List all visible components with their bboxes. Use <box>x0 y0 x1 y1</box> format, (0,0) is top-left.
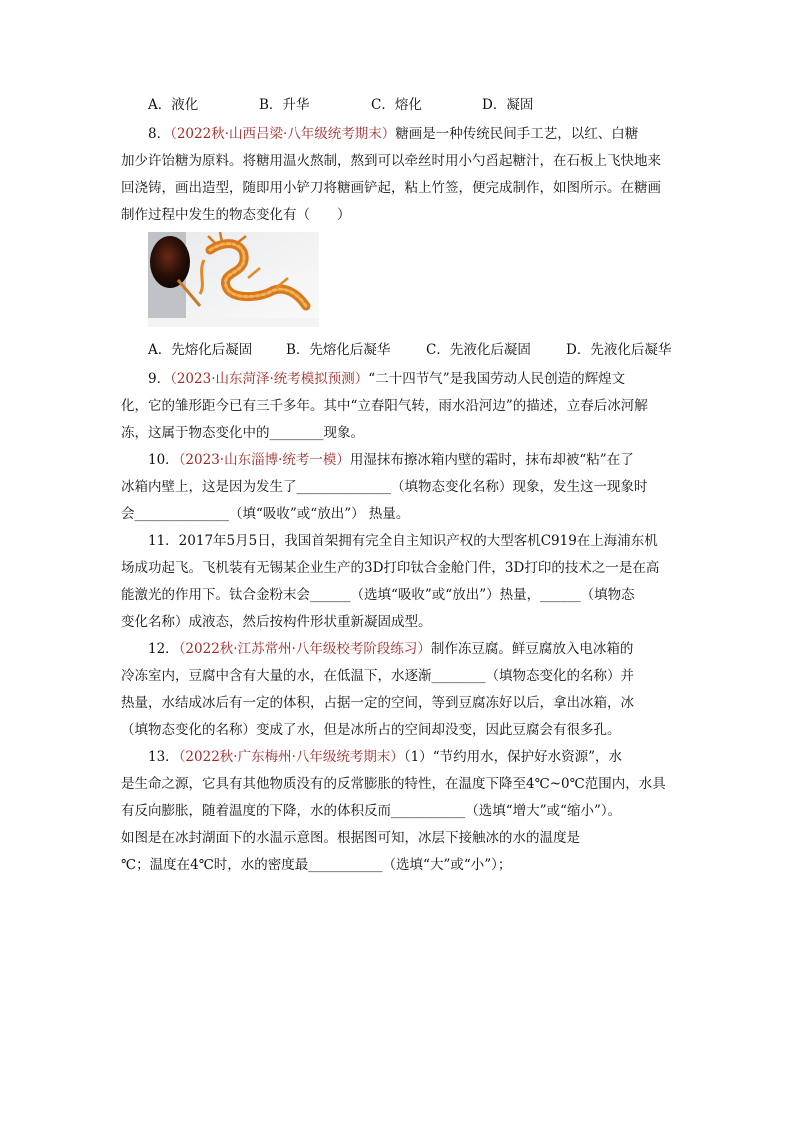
q9-number: 9． <box>148 371 171 387</box>
q7-option-b: B．升华 <box>259 97 310 113</box>
q10-number: 10． <box>148 452 179 468</box>
q12-line-1 <box>148 641 633 657</box>
q13-line-1 <box>148 749 622 765</box>
q9-text-1: “二十四节气”是我国劳动人民创造的辉煌文 <box>368 371 626 387</box>
sugar-painting-dragon-photo <box>148 232 319 327</box>
q13-line-5: ℃；温度在4℃时，水的密度最___________（选填“大”或“小”）； <box>121 857 512 873</box>
q12-line-4: （填物态变化的名称）变成了水，但是冰所占的空间却没变，因此豆腐会有很多孔。 <box>121 722 621 738</box>
q11-line-4: 变化名称）成液态，然后按构件形状重新凝固成型。 <box>121 614 432 630</box>
q9-line-2: 化，它的雏形距今已有三千多年。其中“立春阳气转，雨水沿河边”的描述，立春后冰河解 <box>121 398 648 414</box>
q13-source: （2022秋·广东梅州·八年级统考期末） <box>178 749 404 765</box>
q8-line-4: 制作过程中发生的物态变化有（ ） <box>121 207 351 223</box>
q7-option-d: D．凝固 <box>482 97 534 113</box>
q13-line-2: 是生命之源，它具有其他物质没有的反常膨胀的特性，在温度下降至4℃~0℃范围内，水具 <box>121 776 666 792</box>
q12-text-1: 制作冻豆腐。鲜豆腐放入电冰箱的 <box>430 641 634 657</box>
q12-line-3: 热量，水结成冰后有一定的体积，占据一定的空间，等到豆腐冻好以后，拿出冰箱，冰 <box>121 695 634 711</box>
q11-line-3: 能激光的作用下。钛合金粉末会______（选填“吸收”或“放出”）热量，______（填物态 <box>121 587 635 603</box>
q10-line-2: 冰箱内壁上，这是因为发生了______________（填物态变化名称）现象，发生这一现象时 <box>121 479 648 495</box>
q8-option-a: A．先熔化后凝固 <box>148 342 253 358</box>
q12-source: （2022秋·江苏常州·八年级校考阶段练习） <box>178 641 431 657</box>
q7-option-a: A．液化 <box>148 97 199 113</box>
q12-number: 12． <box>148 641 179 657</box>
q8-line-2: 加少许饴糖为原料。将糖用温火熬制，熬到可以牵丝时用小勺舀起糖汁，在石板上飞快地来 <box>121 153 661 169</box>
q9-line-1 <box>148 371 625 387</box>
q8-source: （2022秋·山西吕梁·八年级统考期末） <box>170 126 396 142</box>
q8-option-b: B．先熔化后凝华 <box>286 342 391 358</box>
q13-line-3: 有反向膨胀，随着温度的下降，水的体积反而___________（选填“增大”或“缩小”）。 <box>121 803 622 819</box>
dragon-image <box>148 232 319 327</box>
q10-text-1: 用湿抹布擦冰箱内壁的霜时，抹布却被“粘”在了 <box>349 452 634 468</box>
q13-text-1: （1）“节约用水，保护好水资源”，水 <box>403 749 623 765</box>
q9-source: （2023·山东菏泽·统考模拟预测） <box>170 371 369 387</box>
q10-source: （2023·山东淄博·统考一模） <box>178 452 350 468</box>
q8-option-d: D．先液化后凝华 <box>566 342 672 358</box>
q13-number: 13． <box>148 749 179 765</box>
q10-line-1 <box>148 452 634 468</box>
q11-line-1: 11．2017年5月5日，我国首架拥有完全自主知识产权的大型客机C919在上海浦东机 <box>148 533 658 549</box>
q8-line-1 <box>148 126 638 142</box>
q8-number: 8． <box>148 126 171 142</box>
q13-line-4: 如图是在冰封湖面下的水温示意图。根据图可知，冰层下接触冰的水的温度是 <box>121 830 580 846</box>
q9-line-3: 冻，这属于物态变化中的________现象。 <box>121 425 364 441</box>
q8-text-1: 糖画是一种传统民间手工艺，以红、白糖 <box>395 126 639 142</box>
q8-option-c: C．先液化后凝固 <box>426 342 531 358</box>
q12-line-2: 冷冻室内，豆腐中含有大量的水，在低温下，水逐渐________（填物态变化的名称）并 <box>121 668 634 684</box>
q7-option-c: C．熔化 <box>371 97 422 113</box>
q10-line-3: 会______________（填“吸收”或“放出”） 热量。 <box>121 506 410 522</box>
q11-line-2: 场成功起飞。飞机装有无锡某企业生产的3D打印钛合金舱门件，3D打印的技术之一是在高 <box>121 560 660 576</box>
q8-line-3: 回浇铸，画出造型，随即用小铲刀将糖画铲起，粘上竹签，便完成制作，如图所示。在糖画 <box>121 180 661 196</box>
